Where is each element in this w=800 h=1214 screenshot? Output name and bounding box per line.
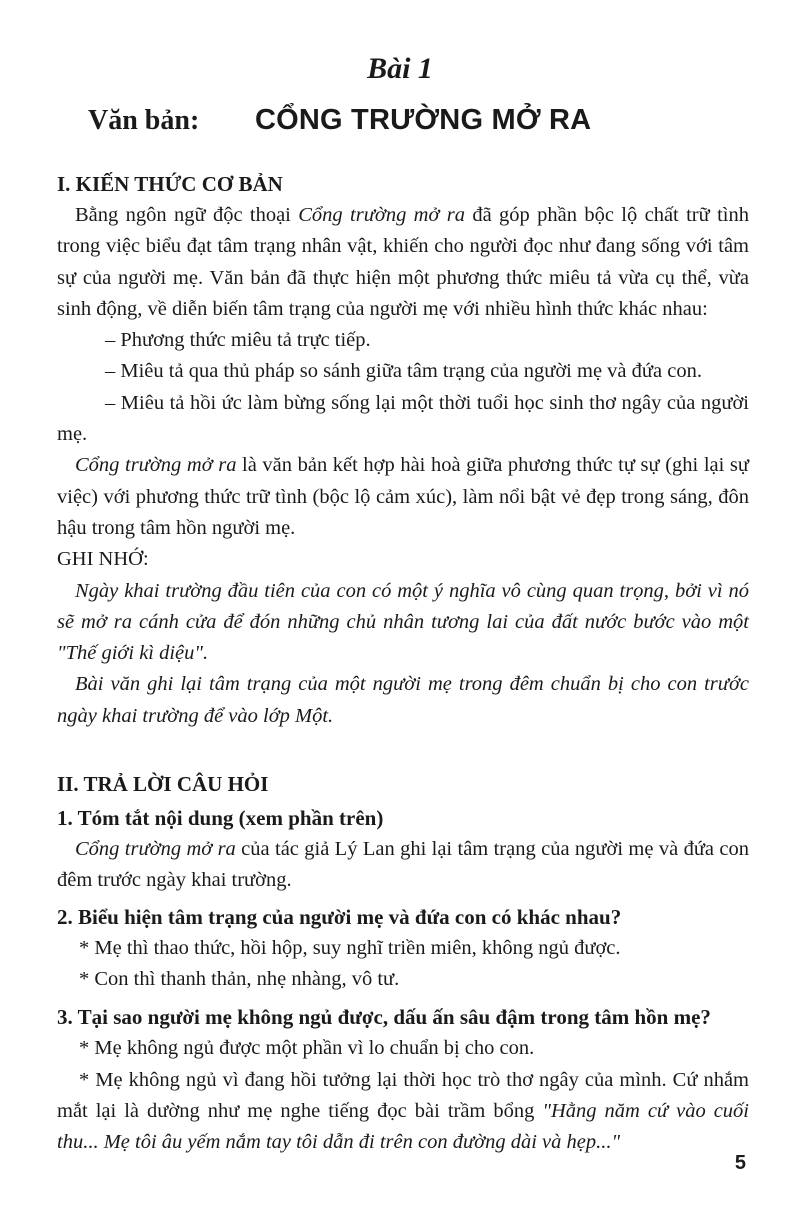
answer-paragraph (57, 834, 749, 897)
answer-bullet (57, 1065, 749, 1159)
answer-text: của tác giả Lý Lan ghi lại tâm trạng của người mẹ và đứa con đêm trước ngày khai trường. (57, 838, 749, 892)
answer-bullet: * Con thì thanh thản, nhẹ nhàng, vô tư. (79, 967, 400, 990)
page-title: CỔNG TRƯỜNG MỞ RA (255, 104, 592, 136)
section-heading-basic-knowledge: I. KIẾN THỨC CƠ BẢN (57, 172, 283, 196)
work-title: Cổng trường mở ra (298, 204, 465, 226)
work-title: Cổng trường mở ra (75, 454, 237, 477)
text-label: Văn bản: (88, 105, 200, 136)
question-heading: 1. Tóm tắt nội dung (xem phần trên) (57, 806, 384, 831)
text-title-row (88, 104, 591, 137)
note-label: GHI NHỚ: (57, 548, 149, 571)
note-paragraph: Ngày khai trường đầu tiên của con có một ý nghĩa vô cùng quan trọng, bởi vì nó sẽ mở ra cánh cửa để đón những chủ nhân tương lai của đất nước bước vào một "Thế giới kì diệu". (57, 579, 749, 665)
note-paragraph: Bài văn ghi lại tâm trạng của một người mẹ trong đêm chuẩn bị cho con trước ngày khai trường để vào lớp Một. (57, 673, 749, 727)
answer-bullet: * Mẹ không ngủ được một phần vì lo chuẩn bị cho con. (79, 1037, 535, 1060)
quoted-text: "Hằng năm cứ vào cuối thu... Mẹ tôi âu yếm nắm tay tôi dẫn đi trên con đường dài và hẹp..." (57, 1099, 749, 1154)
answer-text: * Mẹ không ngủ vì đang hồi tưởng lại thời học trò thơ ngây của mình. Cứ nhắm mắt lại là dường như mẹ nghe tiếng đọc bài trầm bổng (57, 1068, 749, 1122)
list-item: – Miêu tả hồi ức làm bừng sống lại một thời tuổi học sinh thơ ngây của người mẹ. (57, 391, 749, 446)
lesson-number: Bài 1 (367, 52, 433, 85)
paragraph-intro-lead: Bằng ngôn ngữ độc thoại (75, 204, 299, 226)
question-heading: 3. Tại sao người mẹ không ngủ được, dấu ấn sâu đậm trong tâm hồn mẹ? (57, 1005, 711, 1030)
list-item: – Phương thức miêu tả trực tiếp. (105, 329, 371, 352)
answer-bullet: * Mẹ thì thao thức, hồi hộp, suy nghĩ triền miên, không ngủ được. (79, 936, 621, 959)
page-number: 5 (734, 1152, 746, 1174)
list-item: – Miêu tả qua thủ pháp so sánh giữa tâm trạng của người mẹ và đứa con. (105, 360, 702, 383)
page-body (57, 168, 749, 1158)
section-heading-answers: II. TRẢ LỜI CÂU HỎI (57, 772, 269, 797)
paragraph-intro (57, 200, 749, 325)
paragraph-summary (57, 450, 749, 544)
work-title: Cổng trường mở ra (75, 838, 236, 861)
paragraph-intro-rest: đã góp phần bộc lộ chất trữ tình trong việc biểu đạt tâm trạng nhân vật, khiến cho người đọc như đang sống với tâm sự của người mẹ. Văn bản đã thực hiện một phương thức miêu tả vừa cụ thể, vừa sinh động, về diễn biến tâm trạng của người mẹ với nhiều hình thức khác nhau: (57, 204, 749, 320)
paragraph-summary-rest: là văn bản kết hợp hài hoà giữa phương thức tự sự (ghi lại sự việc) với phương thức trữ tình (bộc lộ cảm xúc), làm nổi bật vẻ đẹp trong sáng, đôn hậu trong tâm hồn người mẹ. (57, 454, 749, 539)
question-heading: 2. Biểu hiện tâm trạng của người mẹ và đứa con có khác nhau? (57, 904, 622, 929)
